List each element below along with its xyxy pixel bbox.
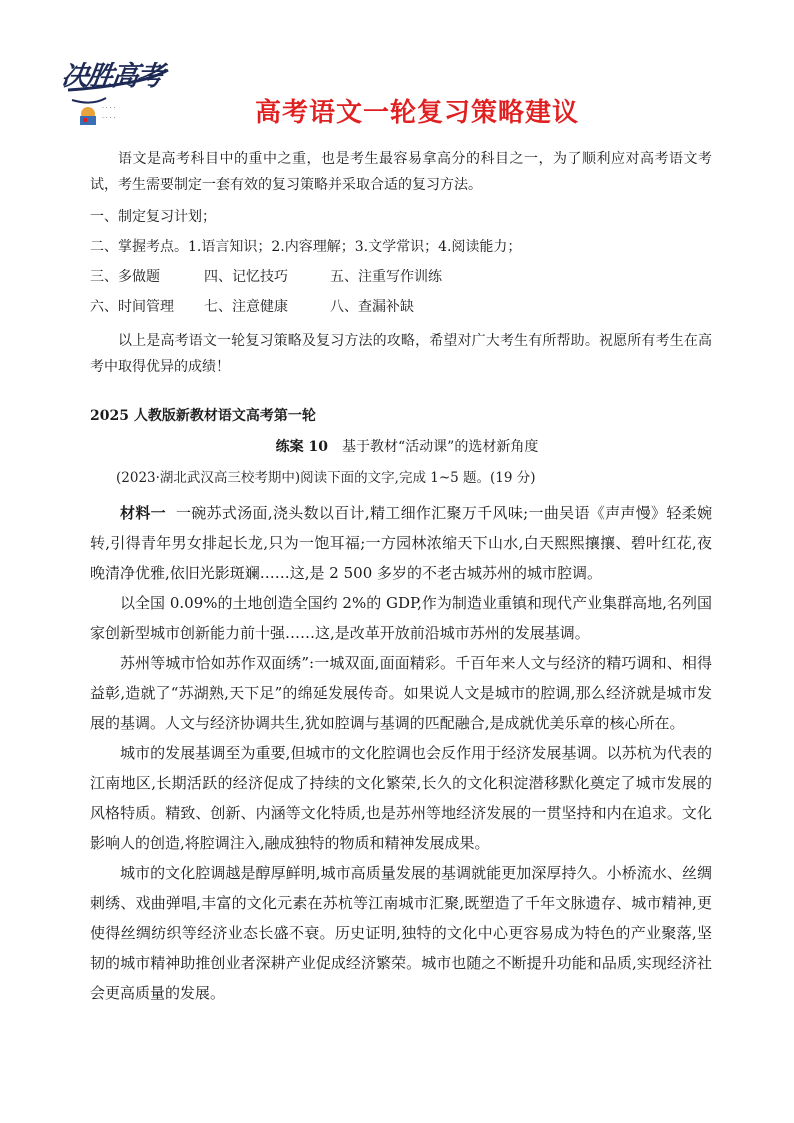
lesson-title: 基于教材“活动课”的选材新角度 <box>342 439 539 455</box>
material-paragraph <box>90 498 712 588</box>
outline-row-4 <box>90 292 712 322</box>
material-label: 材料一 <box>120 504 166 522</box>
strategy-outline <box>90 202 712 322</box>
svg-text:· · · ·: · · · · <box>102 115 116 122</box>
outline-row-2: 二、掌握考点。1.语言知识；2.内容理解；3.文学常识；4.阅读能力； <box>90 239 522 255</box>
question-source: (2023·湖北武汉高三校考期中)阅读下面的文字,完成 1~5 题。(19 分) <box>116 470 536 486</box>
page-title: 高考语文一轮复习策略建议 <box>254 98 579 128</box>
material-paragraph: 城市的文化腔调越是醇厚鲜明,城市高质量发展的基调就能更加深厚持久。小桥流水、丝绸刺绣、戏曲弹唱,丰富的文化元素在苏杭等江南城市汇聚,既塑造了千年文脉遗存、城市精神,更使得丝绸纺织等经济业态长盛不衰。历史证明,独特的文化中心更容易成为特色的产业聚落,坚韧的城市精神助推创业者深耕产业促成经济繁荣。城市也随之不断提升功能和品质,实现经济社会更高质量的发展。 <box>90 864 712 1002</box>
lesson-heading <box>0 436 794 456</box>
intro-text: 语文是高考科目中的重中之重，也是考生最容易拿高分的科目之一，为了顺利应对高考语文考试，考生需要制定一套有效的复习策略并采取合适的复习方法。 <box>90 151 712 193</box>
lesson-number: 练案 10 <box>275 439 329 455</box>
outline-item: 八、查漏补缺 <box>330 299 414 315</box>
material-paragraph: 苏州等城市恰如苏作双面绣”:一城双面,面面精彩。千百年来人文与经济的精巧调和、相得益彰,造就了“苏湖熟,天下足”的绵延发展传奇。如果说人文是城市的腔调,那么经济就是城市发展的基调。人文与经济协调共生,犹如腔调与基调的匹配融合,是成就优美乐章的核心所在。 <box>90 654 712 732</box>
outline-item: 四、记忆技巧 <box>204 269 288 285</box>
logo-text: 决胜高考 <box>59 61 164 92</box>
closing-paragraph <box>90 328 712 380</box>
material-paragraph: 城市的发展基调至为重要,但城市的文化腔调也会反作用于经济发展基调。以苏杭为代表的江南地区,长期活跃的经济促成了持续的文化繁荣,长久的文化积淀潜移默化奠定了城市发展的风格特质。精致、创新、内涵等文化特质,也是苏州等地经济发展的一贯坚持和内在追求。文化影响人的创造,将腔调注入,融成独特的物质和精神发展成果。 <box>90 744 712 852</box>
outline-item: 五、注重写作训练 <box>330 269 442 285</box>
material-paragraph: 以全国 0.09%的土地创造全国约 2%的 GDP,作为制造业重镇和现代产业集群高地,名列国家创新型城市创新能力前十强……这,是改革开放前沿城市苏州的发展基调。 <box>90 594 712 642</box>
intro-paragraph <box>90 146 712 198</box>
outline-item: 六、时间管理 <box>90 299 174 315</box>
outline-item: 七、注意健康 <box>204 299 288 315</box>
series-title: 2025 人教版新教材语文高考第一轮 <box>90 408 316 424</box>
outline-row-3 <box>90 262 712 292</box>
svg-text:· · · ·: · · · · <box>102 105 116 112</box>
material-body <box>90 498 712 1008</box>
outline-row-1: 一、制定复习计划； <box>90 209 216 225</box>
material-text: 一碗苏式汤面,浇头数以百计,精工细作汇聚万千风味;一曲吴语《声声慢》轻柔婉转,引得青年男女排起长龙,只为一饱耳福;一方园林浓缩天下山水,白天熙熙攘攘、碧叶红花,夜晚清净优雅,依旧光影斑斓……这,是 2 500 多岁的不老古城苏州的城市腔调。 <box>90 504 712 582</box>
closing-text: 以上是高考语文一轮复习策略及复习方法的攻略，希望对广大考生有所帮助。祝愿所有考生在高考中取得优异的成绩！ <box>90 333 712 375</box>
outline-item: 三、多做题 <box>90 269 160 285</box>
